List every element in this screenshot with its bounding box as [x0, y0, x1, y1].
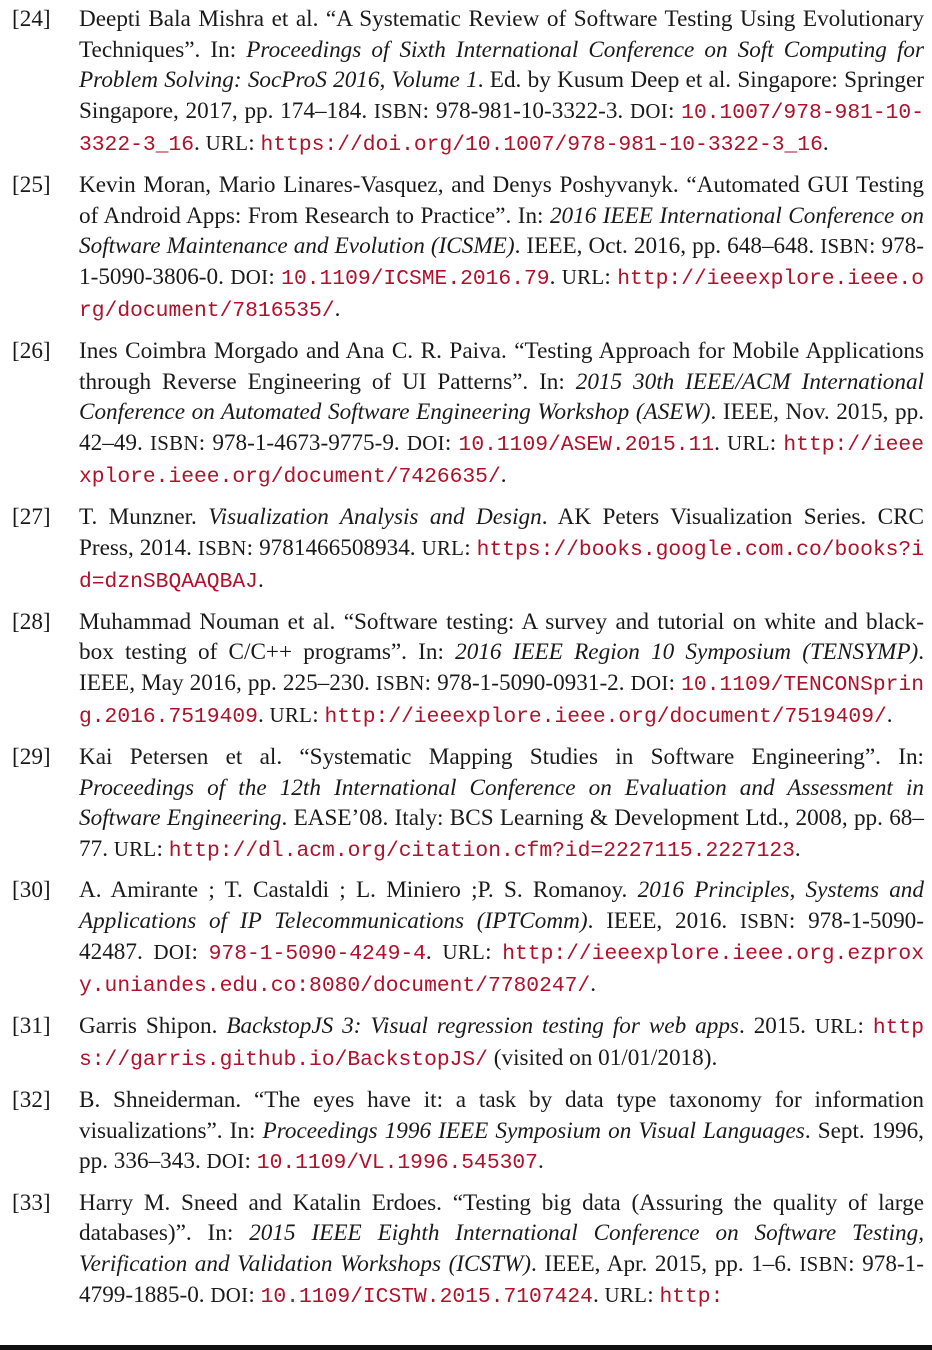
isbn-value: : 978-981-10-3322-3.	[422, 97, 630, 124]
url-link[interactable]: https://doi.org/10.1007/978-981-10-3322-3_16	[260, 133, 823, 158]
reference-venue: 2016 IEEE Region 10 Symposium (TENSYMP)	[455, 639, 919, 666]
reference-end: .	[822, 130, 829, 157]
url-link[interactable]: http://ieeexplore.ieee.org/document/7519409/	[324, 705, 887, 730]
url-prefix: .	[425, 938, 443, 965]
reference-number: [26]	[12, 337, 51, 364]
url-separator: :	[485, 938, 503, 965]
doi-separator: :	[191, 938, 209, 965]
reference-text: Ines Coimbra Morgado and Ana C. R. Paiva. “Testing Approach for Mobile Applications through Reverse Engineering of UI Patterns”. In:	[79, 337, 924, 395]
reference-entry-25	[0, 170, 932, 327]
doi-link[interactable]: 978-1-5090-4249-4	[208, 941, 426, 966]
url-separator: :	[857, 1012, 873, 1039]
reference-number: [25]	[12, 171, 51, 198]
reference-text: . AK Peters Visualization Series. CRC Press, 2014.	[79, 503, 924, 561]
reference-entry-32	[0, 1085, 932, 1179]
url-prefix: .	[194, 130, 206, 157]
url-separator: :	[464, 534, 477, 561]
doi-link[interactable]: 10.1109/ICSME.2016.79	[281, 266, 550, 291]
url-label: URL	[269, 703, 313, 728]
reference-text: . IEEE, Apr. 2015, pp. 1–6.	[531, 1250, 800, 1277]
reference-venue: 2016 IEEE International Conference on Software Maintenance and Evolution (ICSME)	[79, 202, 924, 260]
reference-venue: Proceedings of the 12th International Conference on Evaluation and Assessment in Software Engineering	[79, 774, 924, 832]
doi-separator: :	[268, 263, 282, 290]
url-link[interactable]: http://ieeexplore.ieee.org/document/7816535/	[79, 266, 924, 324]
isbn-label: ISBN	[149, 430, 199, 455]
reference-end: .	[500, 462, 507, 489]
url-label: URL	[727, 430, 770, 455]
reference-text: Deepti Bala Mishra et al. “A Systematic Review of Software Testing Using Evolutionary Techniques”. In:	[79, 6, 924, 63]
url-prefix: .	[592, 1281, 605, 1308]
isbn-value: : 978-1-4673-9775-9.	[198, 429, 407, 456]
reference-venue: 2016 Principles, Systems and Applications of IP Telecommunications (IPTComm)	[79, 877, 924, 935]
reference-entry-29	[0, 742, 932, 866]
reference-venue: Proceedings of Sixth International Conference on Soft Computing for Problem Solving: SocProS 2016, Volume 1	[79, 36, 925, 94]
url-separator: :	[156, 835, 169, 862]
reference-end: .	[537, 1148, 544, 1175]
url-separator: :	[312, 702, 325, 729]
url-label: URL	[604, 1282, 648, 1307]
isbn-value: : 978-1-5090-42487.	[79, 908, 924, 965]
doi-label: DOI	[230, 264, 269, 289]
reference-venue: Visualization Analysis and Design	[208, 503, 542, 530]
url-separator: :	[604, 263, 618, 290]
reference-text: Kai Petersen et al. “Systematic Mapping Studies in Software Engineering”. In:	[79, 744, 924, 771]
reference-entry-24	[0, 4, 932, 161]
url-label: URL	[561, 264, 605, 289]
url-separator: :	[248, 130, 261, 157]
reference-text: . Ed. by Kusum Deep et al. Singapore: Springer Singapore, 2017, pp. 174–184.	[79, 67, 924, 124]
url-label: URL	[421, 535, 465, 560]
reference-text: . IEEE, Nov. 2015, pp. 42–49.	[79, 399, 924, 456]
isbn-value: : 978-1-5090-0931-2.	[424, 669, 631, 696]
reference-entry-26	[0, 336, 932, 493]
reference-text: Muhammad Nouman et al. “Software testing: A survey and tutorial on white and black-box testing of C/C++ programs”. In:	[79, 608, 924, 666]
isbn-label: ISBN	[820, 234, 869, 259]
page-bottom-rule	[0, 1345, 932, 1350]
doi-label: DOI	[206, 1149, 245, 1174]
reference-text: B. Shneiderman. “The eyes have it: a task by data type taxonomy for information visualizations”. In:	[79, 1087, 924, 1144]
reference-text: A. Amirante ; T. Castaldi ; L. Miniero ;P. S. Romanoy.	[79, 877, 638, 904]
url-link[interactable]: https://books.google.com.co/books?id=dznSBQAAQBAJ	[79, 537, 924, 595]
isbn-value: : 978-1-4799-1885-0.	[79, 1250, 924, 1308]
reference-number: [30]	[12, 877, 51, 904]
reference-venue: 2015 IEEE Eighth International Conference on Software Testing, Verification and Validation Workshops (ICSTW)	[79, 1220, 924, 1277]
reference-entry-30	[0, 875, 932, 1001]
reference-entry-31	[0, 1011, 932, 1076]
reference-number: [27]	[12, 503, 51, 530]
reference-venue: BackstopJS 3: Visual regression testing for web apps	[226, 1012, 739, 1039]
isbn-value: : 978-1-5090-3806-0.	[79, 233, 924, 290]
doi-label: DOI	[406, 430, 445, 455]
reference-end: .	[794, 835, 801, 862]
url-separator: :	[647, 1281, 660, 1308]
reference-number: [33]	[12, 1189, 51, 1216]
reference-text: . EASE’08. Italy: BCS Learning & Development Ltd., 2008, pp. 68–77.	[79, 805, 924, 862]
doi-label: DOI	[153, 939, 192, 964]
reference-text: . 2015.	[738, 1012, 815, 1039]
reference-number: [24]	[12, 6, 51, 32]
reference-venue: 2015 30th IEEE/ACM International Conference on Automated Software Engineering Workshop (ASEW)	[79, 368, 924, 426]
reference-entry-27	[0, 502, 932, 598]
doi-link[interactable]: 10.1109/ICSTW.2015.7107424	[260, 1284, 593, 1309]
url-label: URL	[113, 836, 157, 861]
reference-number: [28]	[12, 608, 51, 635]
isbn-label: ISBN	[375, 670, 425, 695]
reference-number: [32]	[12, 1087, 51, 1113]
doi-separator: :	[244, 1148, 257, 1175]
reference-text: . Sept. 1996, pp. 336–343.	[79, 1117, 924, 1175]
reference-list	[0, 4, 932, 1321]
reference-text: Kevin Moran, Mario Linares-Vasquez, and Denys Poshyvanyk. “Automated GUI Testing of Android Apps: From Research to Practice”. In:	[79, 171, 924, 229]
reference-text: . IEEE, 2016.	[587, 908, 741, 935]
isbn-label: ISBN	[799, 1251, 849, 1276]
isbn-label: ISBN	[373, 98, 423, 123]
reference-venue: Proceedings 1996 IEEE Symposium on Visual Languages	[262, 1117, 805, 1144]
url-link[interactable]: https://garris.github.io/BackstopJS/	[79, 1015, 924, 1073]
url-prefix: .	[549, 263, 562, 290]
isbn-value: : 9781466508934.	[246, 534, 422, 561]
url-link[interactable]: http://ieeexplore.ieee.org/document/7426635/	[79, 432, 924, 490]
reference-text: Garris Shipon.	[79, 1012, 227, 1039]
url-label: URL	[442, 939, 486, 964]
reference-entry-28	[0, 607, 932, 733]
reference-number: [29]	[12, 744, 51, 771]
url-label: URL	[205, 131, 249, 156]
reference-end: .	[886, 702, 893, 729]
reference-text: . IEEE, Oct. 2016, pp. 648–648.	[514, 233, 821, 260]
url-separator: :	[769, 429, 784, 456]
doi-separator: :	[668, 669, 682, 696]
isbn-label: ISBN	[740, 909, 789, 934]
isbn-label: ISBN	[197, 535, 247, 560]
url-prefix: .	[257, 702, 270, 729]
doi-label: DOI	[629, 98, 668, 123]
doi-separator: :	[444, 429, 459, 456]
reference-text: . IEEE, May 2016, pp. 225–230.	[79, 639, 924, 696]
url-link[interactable]: http://dl.acm.org/citation.cfm?id=2227115.2227123	[168, 838, 795, 863]
url-prefix: .	[714, 429, 728, 456]
reference-end: (visited on 01/01/2018).	[487, 1045, 718, 1072]
doi-label: DOI	[630, 670, 669, 695]
reference-end: .	[257, 567, 264, 594]
reference-text: Harry M. Sneed and Katalin Erdoes. “Testing big data (Assuring the quality of large databases)”. In:	[79, 1189, 924, 1247]
reference-text: T. Munzner.	[79, 503, 209, 530]
doi-link[interactable]: 10.1007/978-981-10-3322-3_16	[79, 100, 924, 158]
reference-end: .	[590, 971, 597, 998]
reference-entry-33	[0, 1188, 932, 1312]
url-label: URL	[814, 1013, 858, 1038]
reference-end: .	[334, 296, 341, 323]
reference-number: [31]	[12, 1012, 51, 1039]
url-link[interactable]: http:	[659, 1284, 724, 1309]
doi-label: DOI	[210, 1282, 249, 1307]
doi-link[interactable]: 10.1109/ASEW.2015.11	[458, 432, 715, 457]
doi-separator: :	[667, 97, 682, 124]
doi-separator: :	[248, 1281, 261, 1308]
doi-link[interactable]: 10.1109/VL.1996.545307	[256, 1151, 538, 1176]
doi-link[interactable]: 10.1109/TENCONSpring.2016.7519409	[79, 672, 924, 730]
url-link[interactable]: http://ieeexplore.ieee.org.ezproxy.uniandes.edu.co:8080/document/7780247/	[79, 941, 924, 999]
